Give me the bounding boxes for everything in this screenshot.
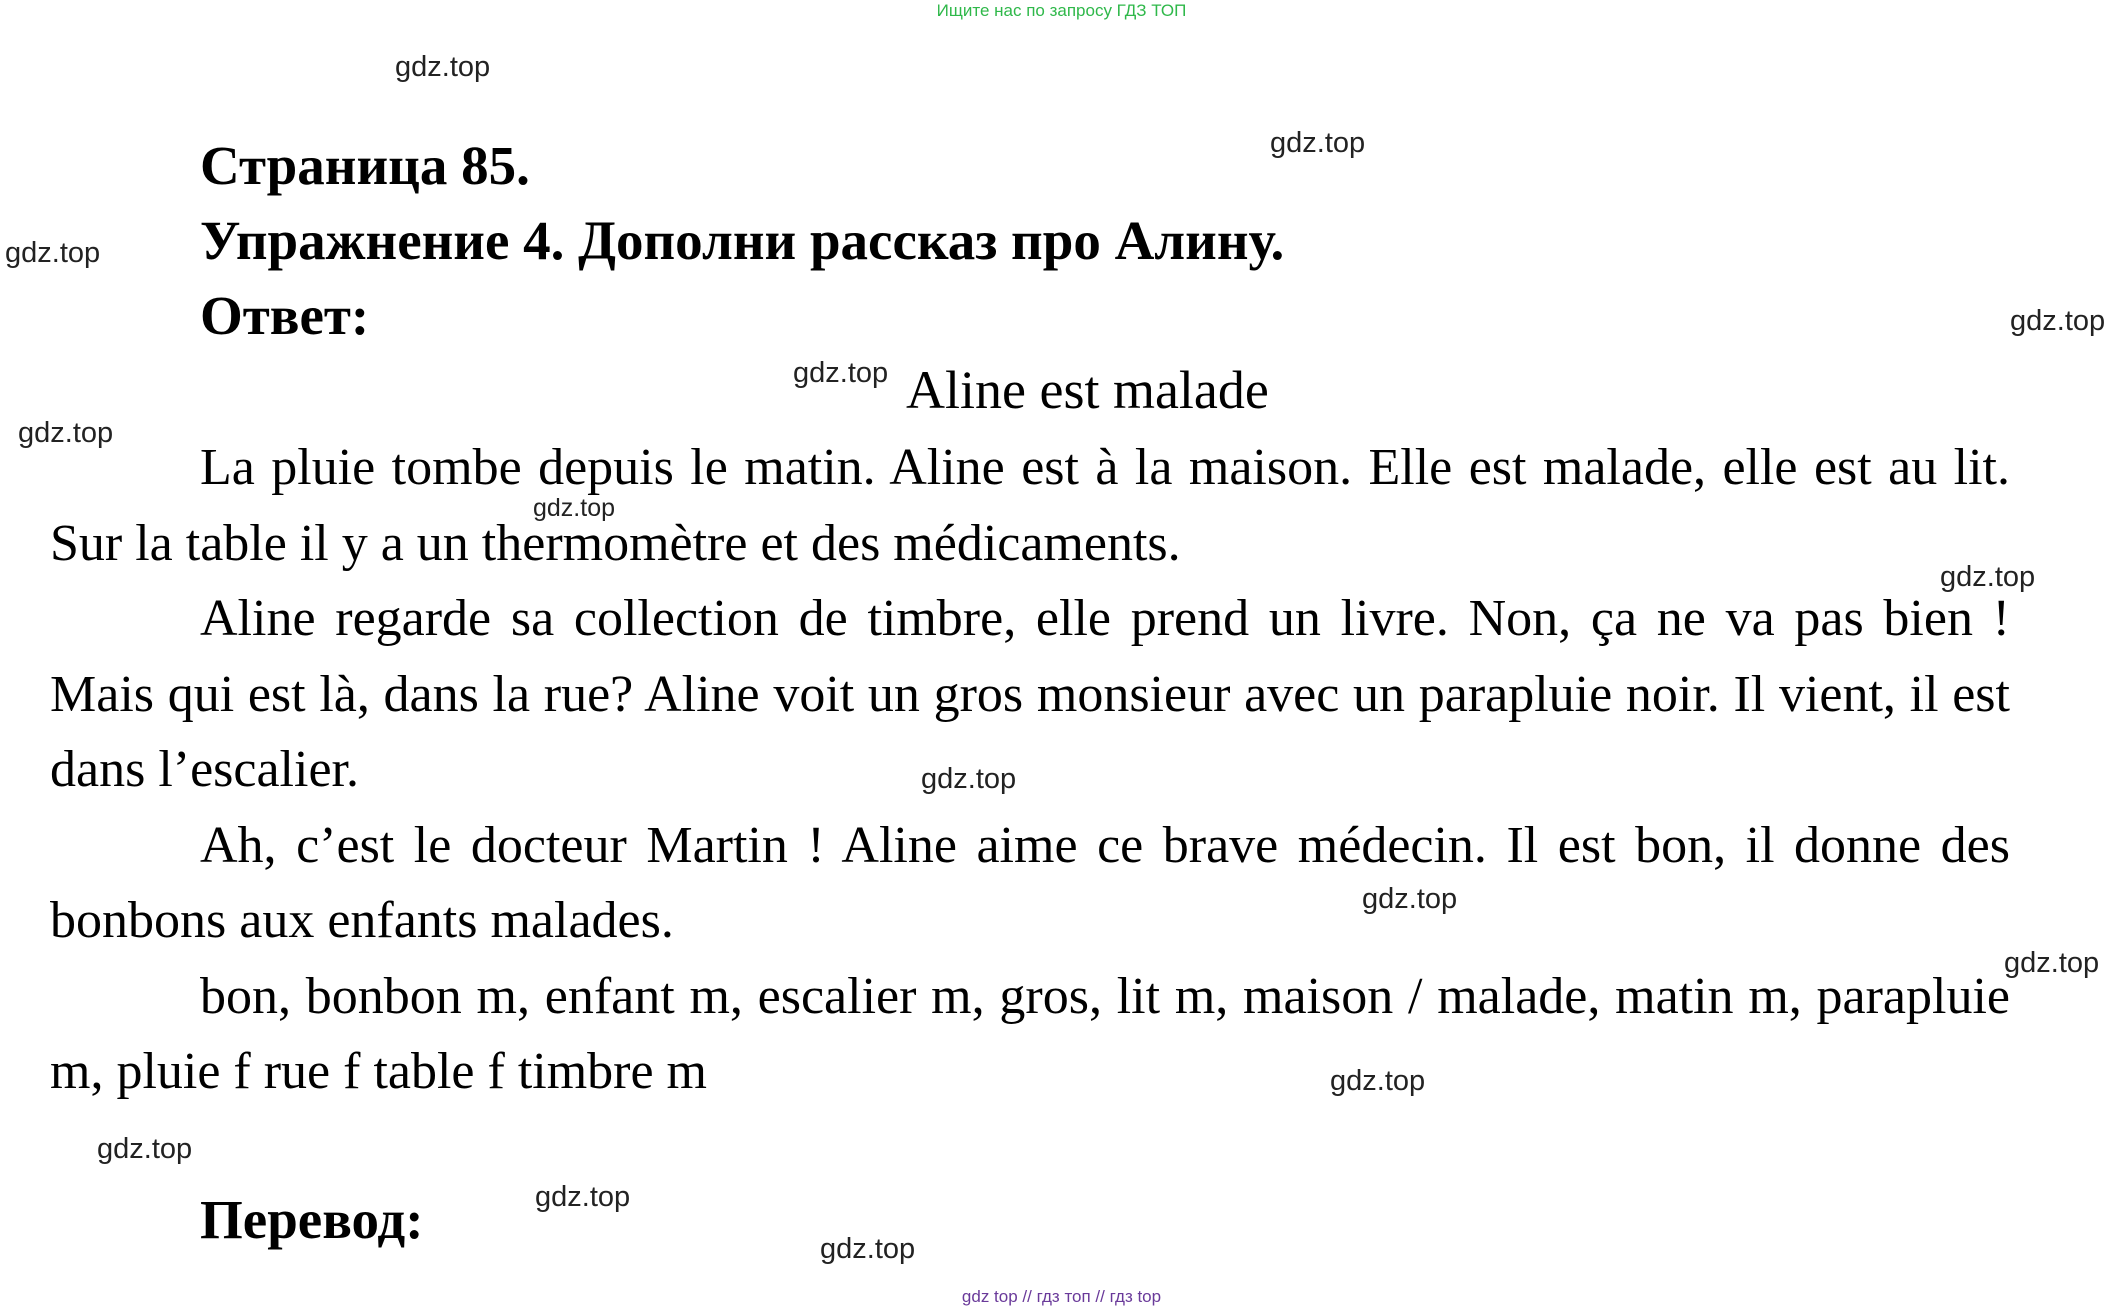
watermark: gdz.top: [1330, 1065, 1426, 1097]
exercise-heading: Упражнение 4. Дополни рассказ про Алину.: [200, 210, 1285, 271]
story-body: [50, 430, 2010, 1110]
watermark: gdz.top: [1270, 127, 1366, 159]
answer-heading: Ответ:: [200, 285, 370, 346]
vocabulary-list: bon, bonbon m, enfant m, escalier m, gros, lit m, maison / malade, matin m, parapluie m, pluie f rue f table f timbre m: [50, 967, 2010, 1100]
watermark: gdz.top: [18, 417, 114, 449]
watermark: gdz.top: [2004, 947, 2100, 979]
watermark: gdz.top: [820, 1233, 916, 1265]
page-heading: Страница 85.: [200, 135, 530, 196]
watermark: gdz.top: [5, 237, 101, 269]
story-paragraph: Ah, c’est le docteur Martin ! Aline aime ce brave médecin. Il est bon, il donne des bonbons aux enfants malades.: [50, 816, 2010, 949]
story-paragraph: Aline regarde sa collection de timbre, elle prend un livre. Non, ça ne va pas bien ! Mais qui est là, dans la rue? Aline voit un gros monsieur avec un parapluie noir. Il vient, il est dans l’escalier.: [50, 590, 2010, 798]
watermark: gdz.top: [1940, 561, 2036, 593]
watermark: gdz.top: [2010, 305, 2106, 337]
watermark: gdz.top: [535, 1181, 631, 1213]
watermark: gdz.top: [533, 494, 616, 522]
watermark: gdz.top: [793, 357, 889, 389]
translation-heading: Перевод:: [200, 1189, 424, 1250]
watermark: gdz.top: [921, 763, 1017, 795]
top-banner[interactable]: Ищите нас по запросу ГДЗ ТОП: [936, 1, 1187, 20]
watermark: gdz.top: [97, 1133, 193, 1165]
story-paragraph: La pluie tombe depuis le matin. Aline est à la maison. Elle est malade, elle est au lit. Sur la table il y a un thermomètre et des médicaments.: [50, 439, 2010, 572]
bottom-banner[interactable]: gdz top // гдз топ // гдз top: [961, 1287, 1162, 1306]
watermark: gdz.top: [1362, 883, 1458, 915]
story-title: Aline est malade: [906, 360, 1269, 420]
watermark: gdz.top: [395, 51, 491, 83]
